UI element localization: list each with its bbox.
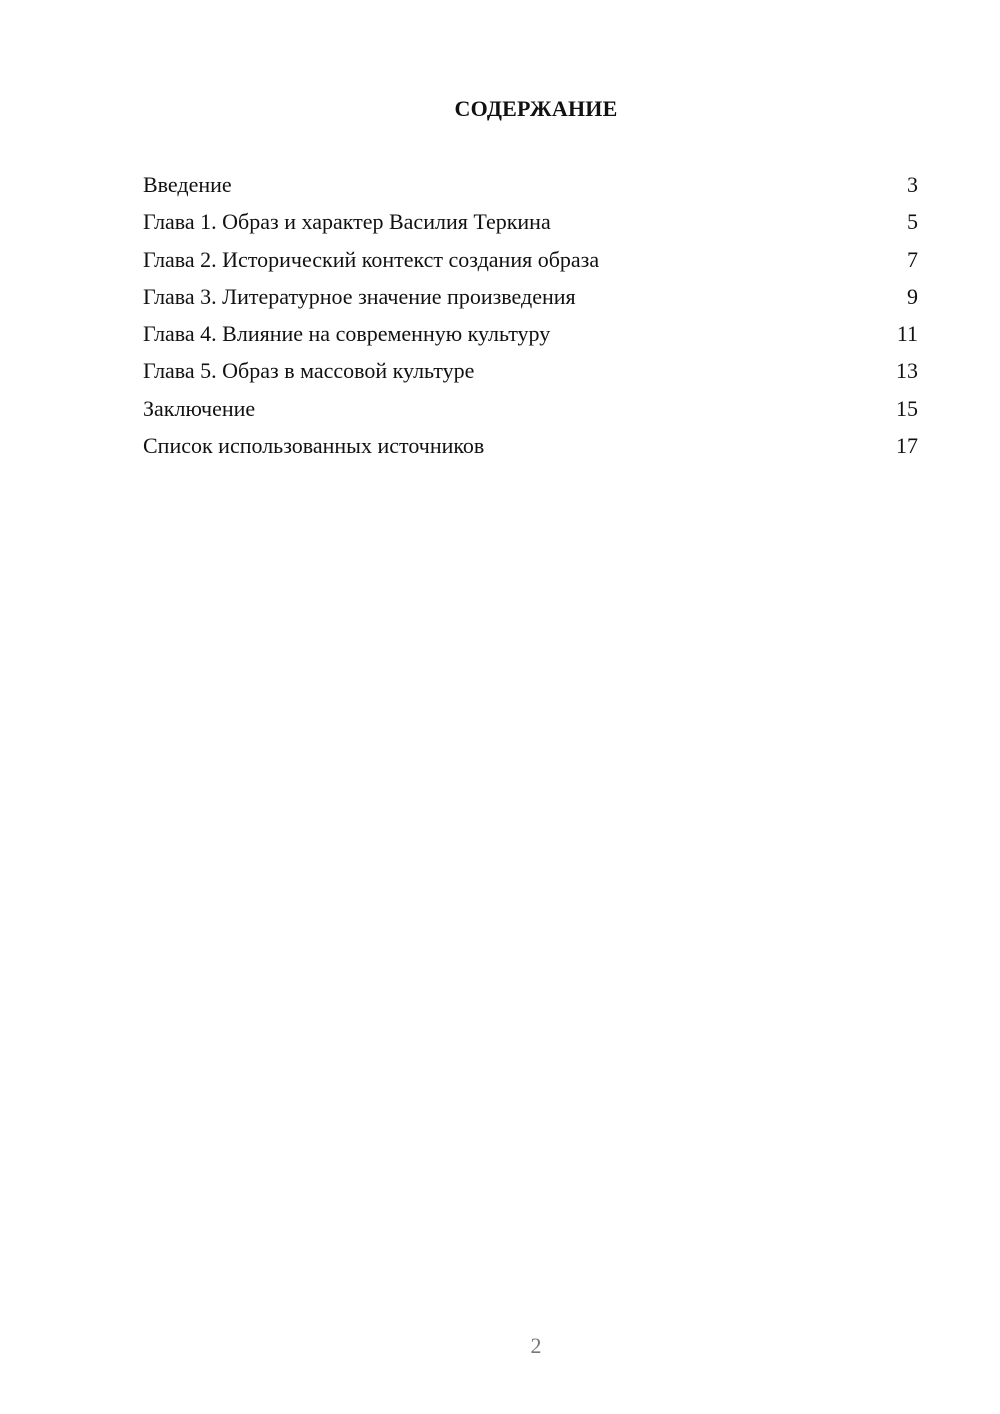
toc-entry-label: Глава 2. Исторический контекст создания образа — [143, 246, 600, 272]
toc-entry-page: 3 — [907, 172, 918, 197]
page-title: СОДЕРЖАНИЕ — [454, 96, 618, 121]
toc-entry-label: Заключение — [143, 395, 256, 421]
toc-entry-page: 17 — [896, 433, 918, 459]
toc-entry-page: 15 — [896, 395, 918, 421]
toc-entry-label: Глава 4. Влияние на современную культуру — [143, 321, 551, 347]
toc-entry-chapter-2 — [143, 245, 918, 282]
table-of-contents — [143, 170, 918, 468]
toc-entry-label: Глава 1. Образ и характер Василия Теркина — [143, 209, 551, 235]
toc-entry-chapter-4 — [143, 319, 918, 356]
toc-entry-chapter-1 — [143, 207, 918, 244]
toc-entry-label: Введение — [143, 172, 232, 197]
page-number: 2 — [530, 1333, 542, 1358]
toc-entry-conclusion — [143, 394, 918, 431]
toc-entry-label: Глава 3. Литературное значение произведения — [143, 283, 576, 309]
toc-entry-page: 5 — [907, 209, 918, 235]
toc-entry-introduction — [143, 170, 918, 207]
toc-entry-page: 11 — [896, 321, 918, 347]
toc-entry-page: 9 — [907, 283, 918, 309]
toc-entry-page: 7 — [907, 246, 918, 272]
toc-entry-chapter-5 — [143, 356, 918, 393]
toc-entry-page: 13 — [896, 358, 918, 384]
toc-entry-chapter-3 — [143, 282, 918, 319]
toc-entry-label: Глава 5. Образ в массовой культуре — [143, 358, 475, 384]
toc-entry-references — [143, 431, 918, 468]
toc-entry-label: Список использованных источников — [143, 433, 485, 459]
